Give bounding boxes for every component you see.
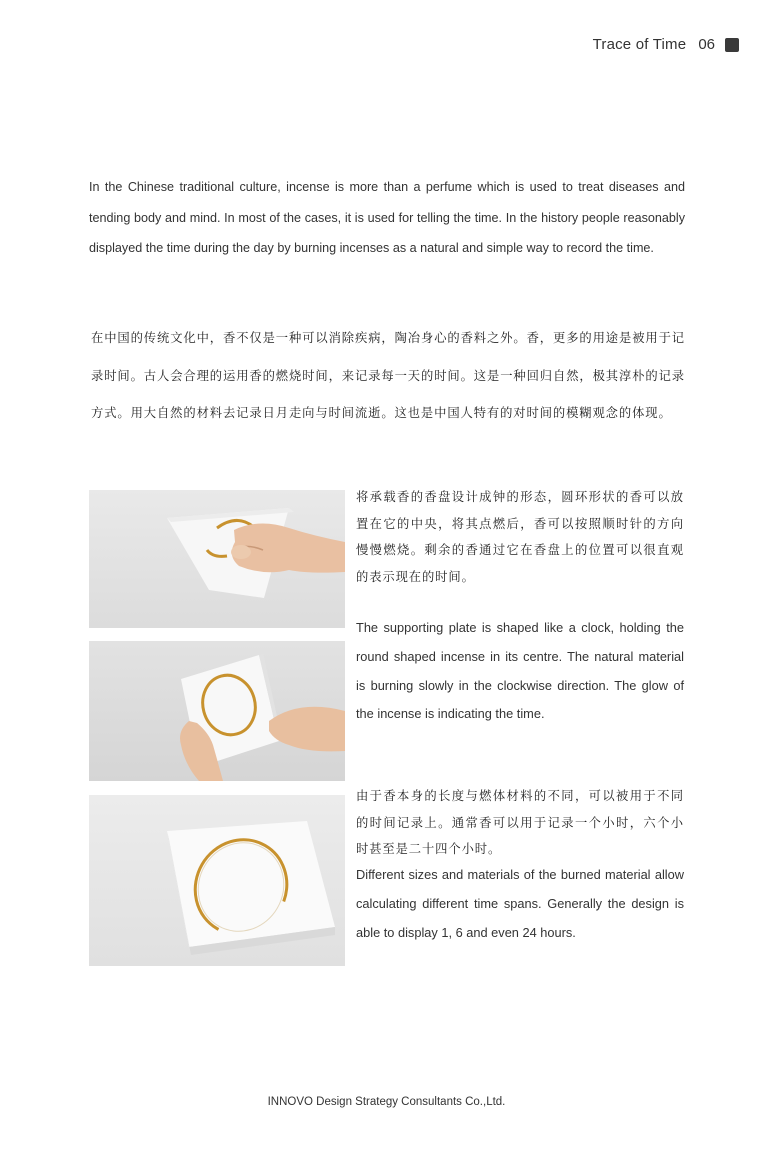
- page-header: [593, 36, 739, 53]
- page-number: 06: [698, 36, 715, 53]
- page-marker-square: [725, 38, 739, 52]
- section2-english: Different sizes and materials of the burned material allow calculating different time spans. Generally the design is able to display 1, 6 and even 24 hours.: [356, 867, 684, 940]
- document-title: Trace of Time: [592, 36, 687, 53]
- section2-chinese: 由于香本身的长度与燃体材料的不同，可以被用于不同的时间记录上。通常香可以用于记录一个小时，六个小时甚至是二十四个小时。: [356, 789, 684, 856]
- intro-english-paragraph: In the Chinese traditional culture, incense is more than a perfume which is used to treat diseases and tending body and mind. In most of the cases, it is used for telling the time. In the history people reasonably displayed the time during the day by burning incenses as a natural and simple way to record the time.: [89, 180, 685, 255]
- photo-hand-placing-incense: [89, 490, 345, 628]
- section1-chinese: 将承载香的香盘设计成钟的形态，圆环形状的香可以放置在它的中央，将其点燃后，香可以按照顺时针的方向慢慢燃烧。剩余的香通过它在香盘上的位置可以很直观的表示现在的时间。: [356, 490, 684, 584]
- photo-plate-on-table: [89, 795, 345, 966]
- footer-company: INNOVO Design Strategy Consultants Co.,Ltd.: [267, 1096, 506, 1108]
- section1-english: The supporting plate is shaped like a clock, holding the round shaped incense in its centre. The natural material is burning slowly in the clockwise direction. The glow of the incense is indicating the time.: [356, 620, 684, 722]
- intro-chinese-paragraph: 在中国的传统文化中，香不仅是一种可以消除疾病，陶冶身心的香料之外。香，更多的用途是被用于记录时间。古人会合理的运用香的燃烧时间，来记录每一天的时间。这是一种回归自然，极其淳朴的记录方式。用大自然的材料去记录日月走向与时间流逝。这也是中国人特有的对时间的模糊观念的体现。: [91, 331, 685, 420]
- photo-hands-holding-plate: [89, 641, 345, 781]
